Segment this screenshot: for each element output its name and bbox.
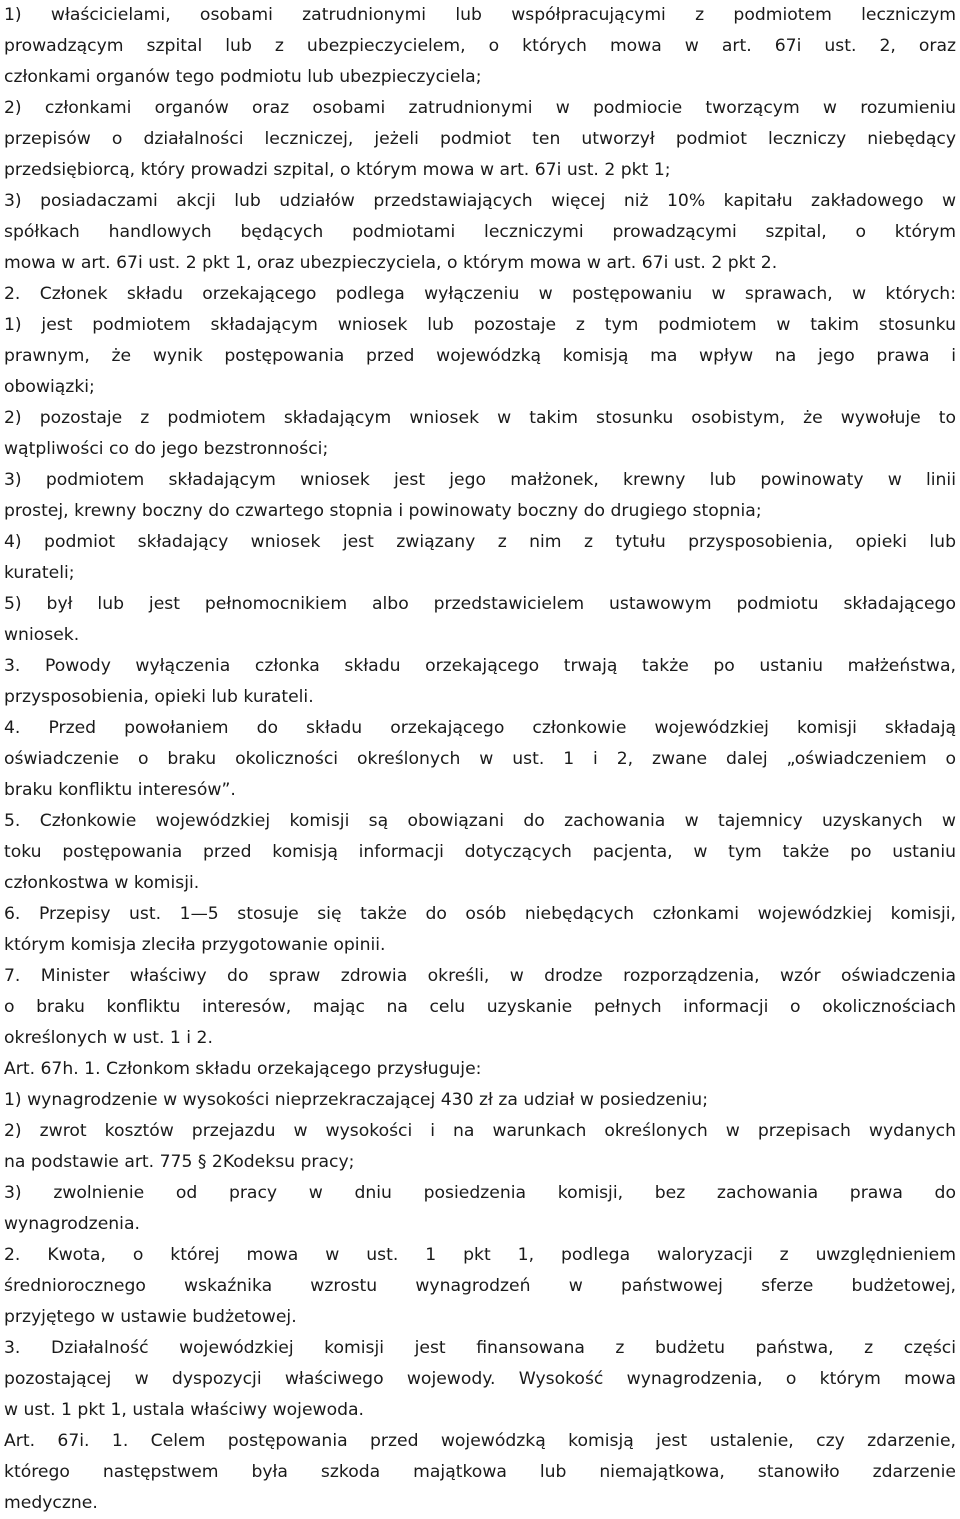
text-line: wątpliwości co do jego bezstronności;: [4, 439, 329, 459]
text-line: którym komisja zleciła przygotowanie opinii.: [4, 935, 386, 955]
text-line: 7. Minister właściwy do spraw zdrowia określi, w drodze rozporządzenia, wzór oświadczenia: [4, 966, 956, 986]
text-line: 5. Członkowie wojewódzkiej komisji są obowiązani do zachowania w tajemnicy uzyskanych w: [4, 811, 956, 831]
text-line: 3) zwolnienie od pracy w dniu posiedzenia komisji, bez zachowania prawa do: [4, 1183, 956, 1203]
text-line: Art. 67h. 1. Członkom składu orzekającego przysługuje:: [4, 1059, 482, 1079]
text-line: 2. Kwota, o której mowa w ust. 1 pkt 1, podlega waloryzacji z uwzględnieniem: [4, 1245, 956, 1265]
text-line: 2) zwrot kosztów przejazdu w wysokości i na warunkach określonych w przepisach wydanych: [4, 1121, 956, 1141]
text-line: przyjętego w ustawie budżetowej.: [4, 1307, 297, 1327]
text-line: braku konfliktu interesów”.: [4, 780, 236, 800]
text-line: wynagrodzenia.: [4, 1214, 140, 1234]
text-line: 2) pozostaje z podmiotem składającym wniosek w takim stosunku osobistym, że wywołuje to: [4, 408, 956, 428]
text-line: Art. 67i. 1. Celem postępowania przed wojewódzką komisją jest ustalenie, czy zdarzenie,: [4, 1431, 956, 1451]
text-line: toku postępowania przed komisją informacji dotyczących pacjenta, w tym także po ustaniu: [4, 842, 956, 862]
text-line: medyczne.: [4, 1493, 98, 1513]
text-line: spółkach handlowych będących podmiotami leczniczymi prowadzącymi szpital, o którym: [4, 222, 956, 242]
text-line: 6. Przepisy ust. 1—5 stosuje się także do osób niebędących członkami wojewódzkiej komisji,: [4, 904, 956, 924]
text-line: 3) posiadaczami akcji lub udziałów przedstawiających więcej niż 10% kapitału zakładowego w: [4, 191, 956, 211]
text-line: wniosek.: [4, 625, 80, 645]
text-line: członkostwa w komisji.: [4, 873, 200, 893]
text-line: obowiązki;: [4, 377, 95, 397]
text-line: 5) był lub jest pełnomocnikiem albo przedstawicielem ustawowym podmiotu składającego: [4, 594, 956, 614]
text-line: 1) jest podmiotem składającym wniosek lub pozostaje z tym podmiotem w takim stosunku: [4, 315, 956, 335]
text-line: 1) właścicielami, osobami zatrudnionymi lub współpracującymi z podmiotem leczniczym: [4, 5, 956, 25]
text-line: prostej, krewny boczny do czwartego stopnia i powinowaty boczny do drugiego stopnia;: [4, 501, 762, 521]
text-line: 2) członkami organów oraz osobami zatrudnionymi w podmiocie tworzącym w rozumieniu: [4, 98, 956, 118]
text-line: określonych w ust. 1 i 2.: [4, 1028, 213, 1048]
text-line: pozostającej w dyspozycji właściwego wojewody. Wysokość wynagrodzenia, o którym mowa: [4, 1369, 956, 1389]
text-line: 1) wynagrodzenie w wysokości nieprzekraczającej 430 zł za udział w posiedzeniu;: [4, 1090, 708, 1110]
text-line: 3) podmiotem składającym wniosek jest jego małżonek, krewny lub powinowaty w linii: [4, 470, 956, 490]
text-line: 3. Powody wyłączenia członka składu orzekającego trwają także po ustaniu małżeństwa,: [4, 656, 956, 676]
text-line: członkami organów tego podmiotu lub ubezpieczyciela;: [4, 67, 482, 87]
text-line: 3. Działalność wojewódzkiej komisji jest finansowana z budżetu państwa, z części: [4, 1338, 956, 1358]
text-line: średniorocznego wskaźnika wzrostu wynagrodzeń w państwowej sferze budżetowej,: [4, 1276, 956, 1296]
text-line: mowa w art. 67i ust. 2 pkt 1, oraz ubezpieczyciela, o którym mowa w art. 67i ust. 2 pkt 2.: [4, 253, 778, 273]
text-line: oświadczenie o braku okoliczności określonych w ust. 1 i 2, zwane dalej „oświadczeniem o: [4, 749, 956, 769]
text-line: prawnym, że wynik postępowania przed wojewódzką komisją ma wpływ na jego prawa i: [4, 346, 956, 366]
text-line: 2. Członek składu orzekającego podlega wyłączeniu w postępowaniu w sprawach, w których:: [4, 284, 956, 304]
text-line: 4. Przed powołaniem do składu orzekającego członkowie wojewódzkiej komisji składają: [4, 718, 956, 738]
text-line: przedsiębiorcą, który prowadzi szpital, o którym mowa w art. 67i ust. 2 pkt 1;: [4, 160, 671, 180]
text-line: 4) podmiot składający wniosek jest związany z nim z tytułu przysposobienia, opieki lub: [4, 532, 956, 552]
text-line: w ust. 1 pkt 1, ustala właściwy wojewoda.: [4, 1400, 364, 1420]
text-line: na podstawie art. 775 § 2Kodeksu pracy;: [4, 1152, 355, 1172]
text-line: kurateli;: [4, 563, 75, 583]
text-line: przepisów o działalności leczniczej, jeżeli podmiot ten utworzył podmiot leczniczy niebędący: [4, 129, 956, 149]
text-line: o braku konfliktu interesów, mając na celu uzyskanie pełnych informacji o okolicznościach: [4, 997, 956, 1017]
text-line: którego następstwem była szkoda majątkowa lub niemajątkowa, stanowiło zdarzenie: [4, 1462, 956, 1482]
text-line: przysposobienia, opieki lub kurateli.: [4, 687, 314, 707]
text-line: prowadzącym szpital lub z ubezpieczycielem, o których mowa w art. 67i ust. 2, oraz: [4, 36, 956, 56]
